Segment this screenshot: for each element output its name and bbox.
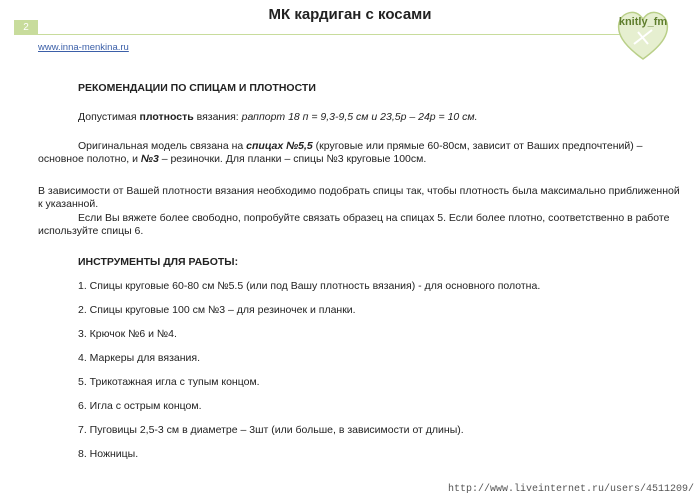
list-item: 6. Игла с острым концом. bbox=[78, 400, 202, 412]
original-paragraph bbox=[38, 140, 683, 166]
list-item: 5. Трикотажная игла с тупым концом. bbox=[78, 376, 260, 388]
logo-text: knitly_fm bbox=[618, 16, 668, 28]
brand-logo bbox=[614, 6, 672, 64]
density-middle: вязания: bbox=[193, 111, 242, 123]
density-prefix: Допустимая bbox=[78, 111, 140, 123]
document-title: МК кардиган с косами bbox=[268, 6, 432, 23]
list-item: 8. Ножницы. bbox=[78, 448, 139, 460]
list-item: 4. Маркеры для вязания. bbox=[78, 352, 200, 364]
density-note: В зависимости от Вашей плотности вязания необходимо подобрать спицы так, чтобы плотность была максимально приближенной к указанной. bbox=[38, 185, 680, 210]
original-needle-size: спицах №5,5 bbox=[246, 140, 313, 152]
site-link[interactable]: www.inna-menkina.ru bbox=[38, 42, 129, 53]
original-prefix: Оригинальная модель связана на bbox=[78, 140, 247, 152]
list-item: 7. Пуговицы 2,5-3 см в диаметре – 3шт (или больше, в зависимости от длины). bbox=[78, 424, 464, 436]
header-rule bbox=[14, 34, 620, 35]
tools-heading: ИНСТРУМЕНТЫ ДЛЯ РАБОТЫ: bbox=[78, 256, 239, 268]
list-item: 3. Крючок №6 и №4. bbox=[78, 328, 177, 340]
list-item: 1. Спицы круговые 60-80 см №5.5 (или под Вашу плотность вязания) - для основного полотна. bbox=[78, 280, 541, 292]
footer-link[interactable]: http://www.liveinternet.ru/users/4511209/ bbox=[447, 484, 694, 495]
rib-needle-size: №3 bbox=[140, 153, 159, 165]
original-suffix: – резиночки. Для планки – спицы №3 круговые 100см. bbox=[158, 153, 427, 165]
original-middle: (круговые или прямые 60-80см, зависит от Ваших предпочтений) – основное полотно, и bbox=[38, 140, 643, 165]
density-paragraph bbox=[38, 111, 683, 124]
page-number: 2 bbox=[14, 20, 38, 35]
density-bold: плотность bbox=[139, 111, 194, 123]
advice-paragraph: Если Вы вяжете более свободно, попробуйте связать образец на спицах 5. Если более плотно, соответственно в работе используйте спицы 6. bbox=[38, 212, 670, 237]
heart-icon bbox=[614, 6, 672, 64]
density-italic: раппорт 18 п = 9,3-9,5 см и 23,5р – 24р = 10 см. bbox=[241, 111, 478, 123]
needles-heading: РЕКОМЕНДАЦИИ ПО СПИЦАМ И ПЛОТНОСТИ bbox=[78, 82, 316, 94]
list-item: 2. Спицы круговые 100 см №3 – для резиночек и планки. bbox=[78, 304, 356, 316]
